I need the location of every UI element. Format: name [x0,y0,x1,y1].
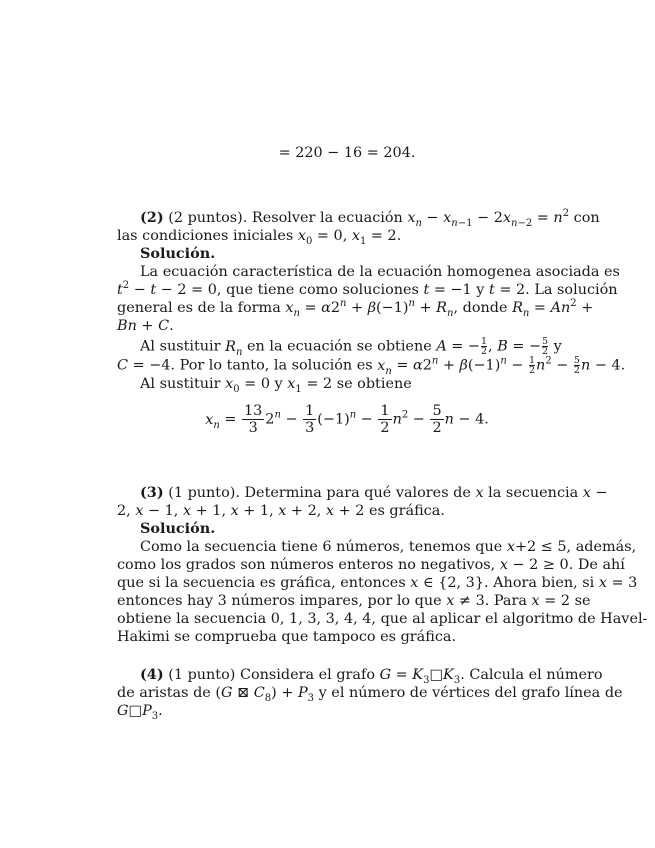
solution-label: Solución. [140,245,216,262]
problem-4-statement: (4) (1 punto) Considera el grafo $G = K_3□K_3$. Calcula el número [140,666,603,686]
problem-2-statement: (2) (2 puntos). Resolver la ecuación $x_n - x_{n-1} - 2x_{n-2} = n^2$ con [140,208,600,229]
solution-formula: $x_n$ = $\frac{13}{3}$ $2^n$ − $\frac{1}{3}$ $(-1)^n$ − $\frac{1}{2}$ $n^2$ − $\frac{5}{2}$ n − 4. [205,403,489,436]
problem-2: (2) (2 puntos). Resolver la ecuación $x_n - x_{n-1} - 2x_{n-2} = n^2$ con las condiciones iniciales $x_0 = 0$, $x_1 = 2$. Solución. La ecuación característica de la ecuación homogenea asociada es $t^2 - t - 2 = 0$, que tiene como soluciones t = −1 y t = 2. La solución general es de la forma $x_n = \alpha 2^n + \beta(-1)^n + R_n$, donde $R_n = An^2$ + Bn + C. Al sustituir $R_n$ en la ecuación se obtiene A = − $\frac{1}{2}$ , B = − $\frac{5}{2}$ y C = −4. Por lo tanto, la solución es $x_n = \alpha 2^n + \beta(-1)^n$ − $\frac{1}{2}$ $n^2$ − $\frac{5}{2}$ n − 4. Al sustituir $x_0 = 0$ y $x_1 = 2$ se obtiene $x_n$ = $\frac{13}{3}$ $2^n$ − $\frac{1}{3}$ $(-1)^n$ − $\frac{1}{2}$ $n^2$ − $\frac{5}{2}$ n − 4. [117,208,626,436]
problem-4: (4) (1 punto) Considera el grafo $G = K_3□K_3$. Calcula el número de aristas de (G ⊠ $C_8) + P_3$ y el número de vértices del grafo línea de $G□P_3$. [117,666,623,722]
problem-3-statement: (3) (1 punto). Determina para qué valores de x la secuencia x − [140,484,608,501]
top-equation: = 220 − 16 = 204. [278,145,416,161]
problem-3: (3) (1 punto). Determina para qué valores de x la secuencia x − 2, x − 1, x + 1, x + 1, x + 2, x + 2 es gráfica. Solución. Como la secuencia tiene 6 números, tenemos que x+2 ≤ 5, además, como los grados son números enteros no negativos, x − 2 ≥ 0. De ahí que si la secuencia es gráfica, entonces x ∈ {2, 3}. Ahora bien, si x = 3 entonces hay 3 números impares, por lo que x ≠ 3. Para x = 2 se obtiene la secuencia 0, 1, 3, 3, 4, 4, que al aplicar el algoritmo de Havel- Hakimi se comprueba que tampoco es gráfica. [117,484,648,645]
